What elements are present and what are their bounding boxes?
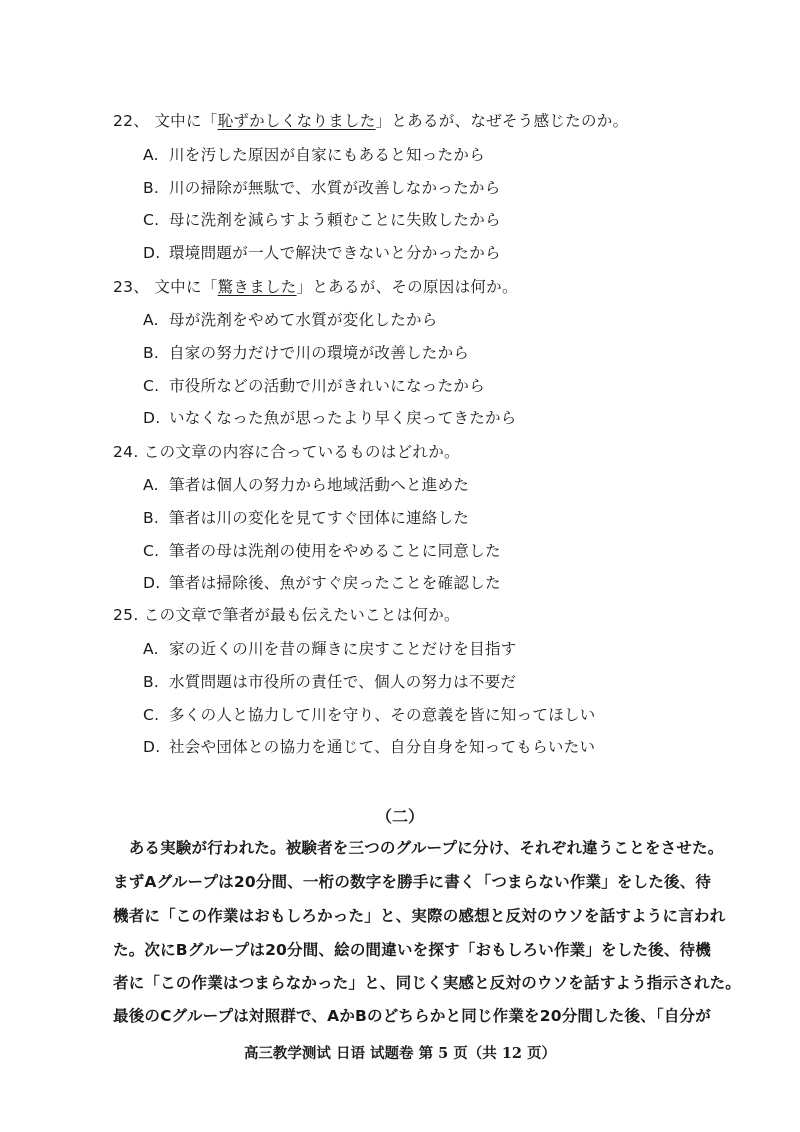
option-text: 家の近くの川を昔の輝きに戻すことだけを目指す <box>169 640 517 658</box>
option-text: 水質問題は市役所の責任で、個人の努力は不要だ <box>169 673 517 691</box>
option-letter: C. <box>143 377 160 395</box>
option-letter: D. <box>143 409 161 427</box>
passage-line-6: 最後のCグループは対照群で、AかBのどちらかと同じ作業を20分間した後、「自分が <box>113 1007 711 1025</box>
option-25-a <box>143 639 517 659</box>
question-24-stem <box>113 442 460 462</box>
question-prefix: この文章の内容に合っているものはどれか。 <box>143 443 460 461</box>
option-letter: A. <box>143 476 159 494</box>
option-text: 筆者の母は洗剤の使用をやめることに同意した <box>169 542 501 560</box>
option-letter: B. <box>143 509 160 527</box>
option-text: 社会や団体との協力を通じて、自分自身を知ってもらいたい <box>169 738 596 756</box>
option-22-a <box>143 145 485 165</box>
option-letter: D. <box>143 738 161 756</box>
option-23-a <box>143 310 438 330</box>
option-text: 川を汚した原因が自家にもあると知ったから <box>169 146 486 164</box>
question-number: 23、 <box>113 278 150 296</box>
passage-line-4: た。次にBグループは20分間、絵の間違いを探す「おもしろい作業」をした後、待機 <box>113 941 711 959</box>
option-text: 母に洗剤を減らすよう頼むことに失敗したから <box>169 211 501 229</box>
question-22-stem <box>113 111 628 131</box>
option-24-d <box>143 573 501 593</box>
passage-line-3: 機者に「この作業はおもしろかった」と、実際の感想と反対のウソを話すように言われ <box>113 907 726 925</box>
option-24-a <box>143 475 469 495</box>
question-prefix: 文中に「 <box>154 278 218 296</box>
option-25-d <box>143 737 595 757</box>
option-letter: A. <box>143 311 159 329</box>
option-22-b <box>143 178 501 198</box>
question-number: 24. <box>113 443 139 461</box>
option-letter: C. <box>143 542 160 560</box>
option-24-c <box>143 541 501 561</box>
option-24-b <box>143 508 469 528</box>
question-suffix: 」とあるが、なぜそう感じたのか。 <box>375 112 629 130</box>
question-number: 22、 <box>113 112 150 130</box>
option-text: 市役所などの活動で川がきれいになったから <box>169 377 486 395</box>
underlined-phrase: 恥ずかしくなりました <box>217 112 376 130</box>
option-25-b <box>143 672 516 692</box>
question-prefix: 文中に「 <box>154 112 218 130</box>
option-letter: C. <box>143 211 160 229</box>
question-suffix: 」とあるが、その原因は何か。 <box>296 278 518 296</box>
option-text: 筆者は掃除後、魚がすぐ戻ったことを確認した <box>169 574 501 592</box>
option-text: 筆者は川の変化を見てすぐ団体に連絡した <box>169 509 470 527</box>
option-23-c <box>143 376 485 396</box>
option-25-c <box>143 705 596 725</box>
option-text: 多くの人と協力して川を守り、その意義を皆に知ってほしい <box>169 706 596 724</box>
option-text: 筆者は個人の努力から地域活動へと進めた <box>169 476 470 494</box>
option-letter: B. <box>143 673 160 691</box>
option-text: 自家の努力だけで川の環境が改善したから <box>169 344 470 362</box>
question-25-stem <box>113 605 460 625</box>
option-23-d <box>143 408 517 428</box>
option-letter: B. <box>143 179 160 197</box>
option-text: 母が洗剤をやめて水質が変化したから <box>169 311 438 329</box>
passage-line-1: ある実験が行われた。被験者を三つのグループに分け、それぞれ違うことをさせた。 <box>113 839 724 857</box>
option-letter: C. <box>143 706 160 724</box>
option-letter: A. <box>143 640 159 658</box>
option-23-b <box>143 343 469 363</box>
page-footer: 高三教学测试 日语 试题卷 第 5 页（共 12 页） <box>243 1045 557 1062</box>
section-title: （二） <box>375 807 424 826</box>
option-letter: A. <box>143 146 159 164</box>
underlined-phrase: 驚きました <box>217 278 297 296</box>
option-22-c <box>143 210 501 230</box>
option-letter: B. <box>143 344 160 362</box>
passage-line-5: 者に「この作業はつまらなかった」と、同じく実感と反対のウソを話すよう指示された。 <box>113 974 742 992</box>
option-text: 環境問題が一人で解決できないと分かったから <box>169 244 501 262</box>
option-letter: D. <box>143 574 161 592</box>
option-letter: D. <box>143 244 161 262</box>
question-23-stem <box>113 277 518 297</box>
option-22-d <box>143 243 501 263</box>
option-text: いなくなった魚が思ったより早く戻ってきたから <box>169 409 517 427</box>
passage-line-2: まずAグループは20分間、一桁の数字を勝手に書く「つまらない作業」をした後、待 <box>113 873 712 891</box>
question-number: 25. <box>113 606 139 624</box>
option-text: 川の掃除が無駄で、水質が改善しなかったから <box>169 179 501 197</box>
question-prefix: この文章で筆者が最も伝えたいことは何か。 <box>143 606 460 624</box>
